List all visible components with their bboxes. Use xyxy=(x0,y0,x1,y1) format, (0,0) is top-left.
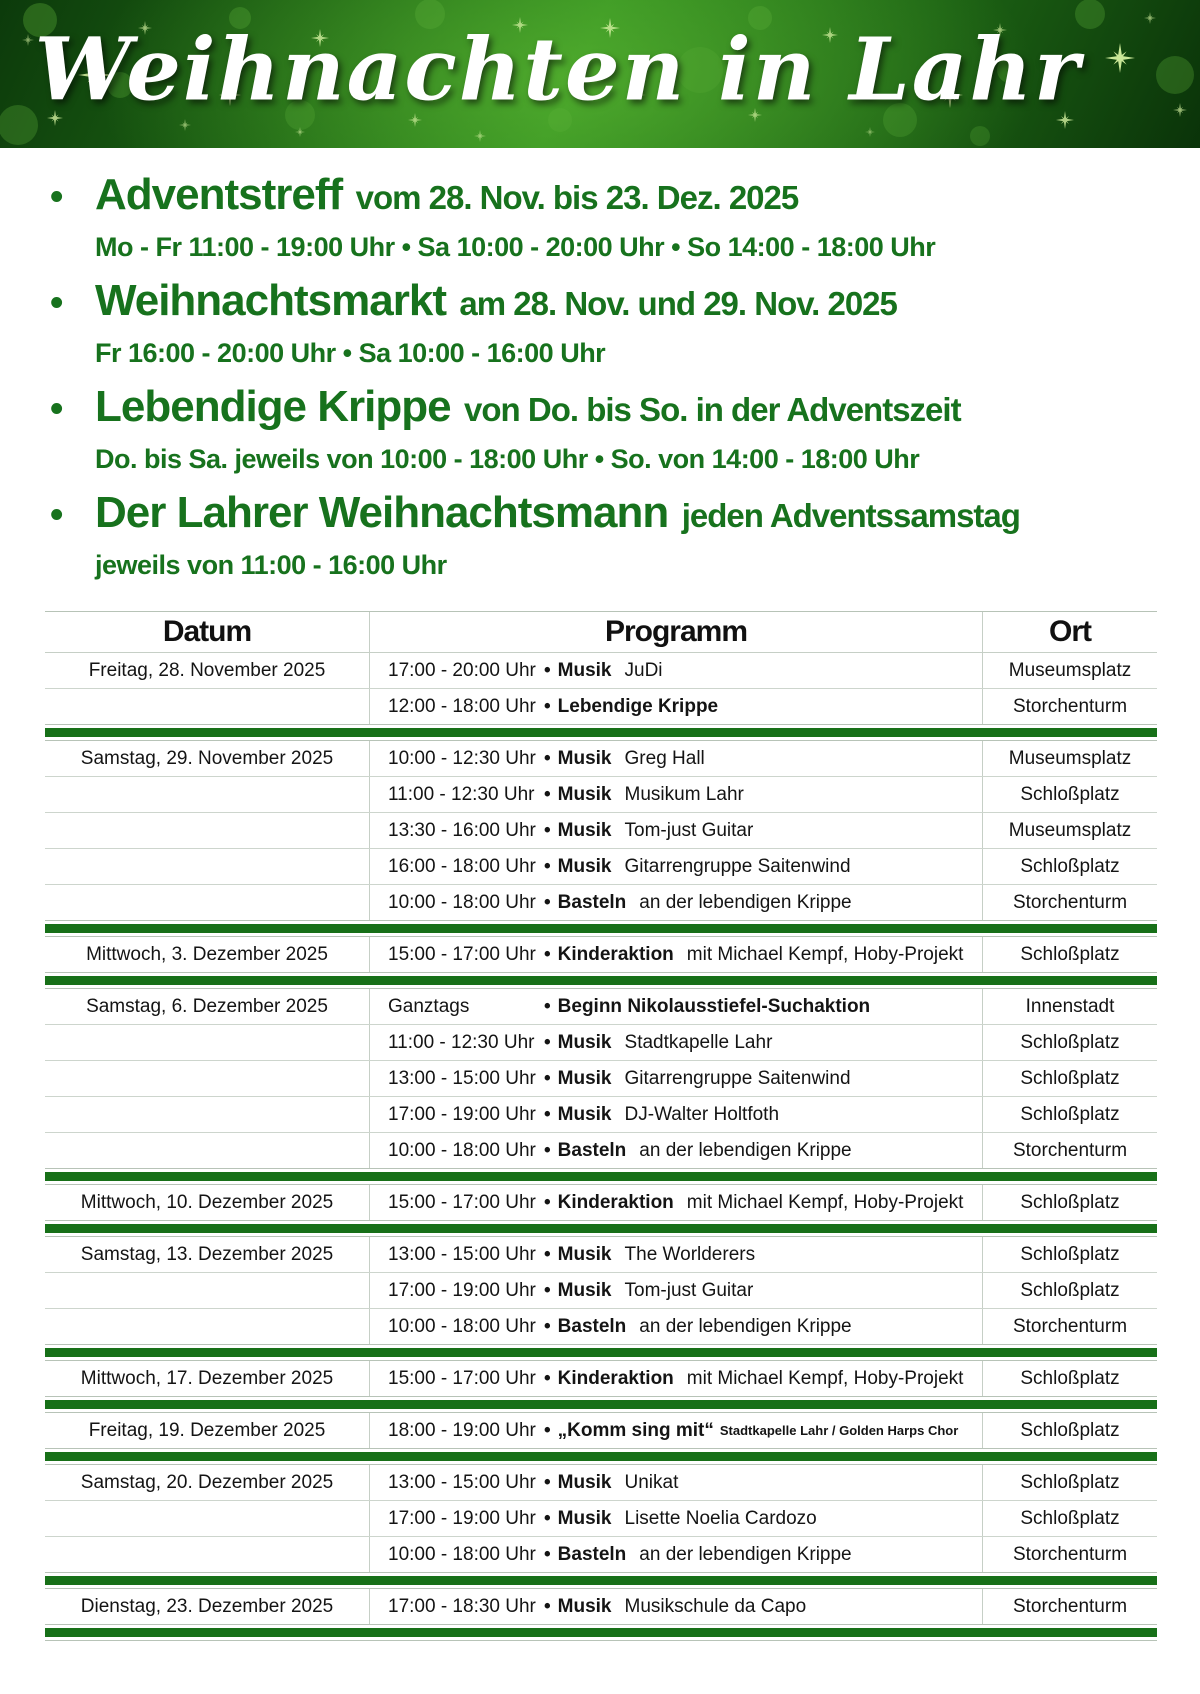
intro-heading xyxy=(95,488,1170,548)
column-header-programm: Programm xyxy=(370,612,983,652)
table-row xyxy=(45,1237,1157,1272)
table-row xyxy=(45,937,1157,972)
program-detail: The Worlderers xyxy=(624,1243,756,1265)
program-time: 17:00 - 19:00 Uhr xyxy=(388,1507,536,1529)
date-cell: Mittwoch, 17. Dezember 2025 xyxy=(45,1361,370,1396)
date-cell xyxy=(45,1273,370,1308)
bullet-icon: • xyxy=(544,695,551,717)
program-activity: Basteln xyxy=(557,1315,627,1337)
table-row xyxy=(45,1465,1157,1500)
intro-title: Adventstreff xyxy=(95,170,343,219)
program-cell xyxy=(370,1309,983,1344)
program-cell xyxy=(370,885,983,920)
group-separator xyxy=(45,1344,1157,1361)
program-cell xyxy=(370,1097,983,1132)
program-detail: an der lebendigen Krippe xyxy=(639,1543,852,1565)
program-time: Ganztags xyxy=(388,995,470,1017)
table-row xyxy=(45,1132,1157,1168)
program-time: 11:00 - 12:30 Uhr xyxy=(388,783,535,805)
group-separator xyxy=(45,1624,1157,1641)
bullet-icon: • xyxy=(544,891,551,913)
header-banner xyxy=(0,0,1200,148)
program-activity: Basteln xyxy=(557,891,627,913)
intro-times: Mo - Fr 11:00 - 19:00 Uhr • Sa 10:00 - 20:00 Uhr • So 14:00 - 18:00 Uhr xyxy=(95,232,936,262)
intro-list xyxy=(0,148,1200,581)
location-cell: Storchenturm xyxy=(1012,1315,1128,1337)
group-separator-bar xyxy=(45,1628,1157,1637)
date-cell xyxy=(45,849,370,884)
bullet-icon: • xyxy=(544,819,551,841)
program-detail: DJ-Walter Holtfoth xyxy=(624,1103,780,1125)
program-time: 17:00 - 19:00 Uhr xyxy=(388,1103,536,1125)
location-cell: Schloßplatz xyxy=(1020,855,1120,877)
bullet-icon: • xyxy=(544,659,551,681)
program-time: 10:00 - 18:00 Uhr xyxy=(388,1543,536,1565)
bullet-icon: • xyxy=(50,388,64,430)
date-cell xyxy=(45,689,370,724)
table-row xyxy=(45,1185,1157,1220)
bullet-icon: • xyxy=(544,1543,551,1565)
group-separator xyxy=(45,1572,1157,1589)
program-cell xyxy=(370,1133,983,1168)
program-activity: Musik xyxy=(557,819,612,841)
table-row xyxy=(45,1060,1157,1096)
intro-title: Der Lahrer Weihnachtsmann xyxy=(95,488,669,537)
location-cell: Museumsplatz xyxy=(1008,747,1132,769)
program-cell xyxy=(370,1025,983,1060)
bullet-icon: • xyxy=(544,1279,551,1301)
program-detail: Lisette Noelia Cardozo xyxy=(624,1507,817,1529)
program-cell xyxy=(370,989,983,1024)
program-detail: Musikum Lahr xyxy=(624,783,744,805)
table-row xyxy=(45,1536,1157,1572)
program-cell xyxy=(370,1537,983,1572)
location-cell: Schloßplatz xyxy=(1020,1419,1120,1441)
location-cell: Schloßplatz xyxy=(1020,783,1120,805)
intro-title: Weihnachtsmarkt xyxy=(95,276,446,325)
program-activity: Basteln xyxy=(557,1139,627,1161)
table-row xyxy=(45,1308,1157,1344)
program-activity: Kinderaktion xyxy=(557,1191,674,1213)
date-cell: Samstag, 20. Dezember 2025 xyxy=(45,1465,370,1500)
program-note: Stadtkapelle Lahr / Golden Harps Chor xyxy=(719,1423,959,1438)
program-cell xyxy=(370,1465,983,1500)
program-detail: Gitarrengruppe Saitenwind xyxy=(624,1067,851,1089)
program-time: 16:00 - 18:00 Uhr xyxy=(388,855,536,877)
bullet-icon: • xyxy=(50,282,64,324)
schedule-table xyxy=(45,611,1157,1641)
program-detail: Unikat xyxy=(624,1471,679,1493)
program-cell xyxy=(370,741,983,776)
group-separator-bar xyxy=(45,1224,1157,1233)
program-cell xyxy=(370,1413,983,1448)
location-cell: Schloßplatz xyxy=(1020,1103,1120,1125)
date-cell xyxy=(45,885,370,920)
location-cell: Storchenturm xyxy=(1012,1543,1128,1565)
program-time: 10:00 - 12:30 Uhr xyxy=(388,747,536,769)
date-cell xyxy=(45,1097,370,1132)
program-time: 13:00 - 15:00 Uhr xyxy=(388,1243,536,1265)
group-separator-bar xyxy=(45,1400,1157,1409)
table-row xyxy=(45,1096,1157,1132)
date-cell: Samstag, 29. November 2025 xyxy=(45,741,370,776)
location-cell: Storchenturm xyxy=(1012,695,1128,717)
bullet-icon: • xyxy=(544,1471,551,1493)
program-activity: Musik xyxy=(557,1507,612,1529)
program-detail: Musikschule da Capo xyxy=(624,1595,807,1617)
program-detail: Gitarrengruppe Saitenwind xyxy=(624,855,851,877)
sparkle-icon xyxy=(295,127,305,137)
table-row xyxy=(45,989,1157,1024)
table-row xyxy=(45,848,1157,884)
table-row xyxy=(45,1589,1157,1624)
program-time: 13:30 - 16:00 Uhr xyxy=(388,819,536,841)
program-time: 10:00 - 18:00 Uhr xyxy=(388,1139,536,1161)
bullet-icon: • xyxy=(544,995,551,1017)
program-cell xyxy=(370,1061,983,1096)
date-cell: Freitag, 19. Dezember 2025 xyxy=(45,1413,370,1448)
program-activity: Musik xyxy=(557,747,612,769)
program-cell xyxy=(370,1237,983,1272)
program-time: 18:00 - 19:00 Uhr xyxy=(388,1419,536,1441)
group-separator xyxy=(45,1448,1157,1465)
location-cell: Museumsplatz xyxy=(1008,659,1132,681)
bokeh-dot xyxy=(1156,56,1194,94)
intro-times: Fr 16:00 - 20:00 Uhr • Sa 10:00 - 16:00 Uhr xyxy=(95,338,606,368)
intro-item-weihnachtsmarkt xyxy=(0,276,1170,369)
program-detail: an der lebendigen Krippe xyxy=(639,1139,852,1161)
program-activity: Beginn Nikolausstiefel-Suchaktion xyxy=(557,995,871,1017)
schedule-body xyxy=(45,653,1157,1641)
intro-heading xyxy=(95,170,1170,230)
group-separator xyxy=(45,920,1157,937)
bullet-icon: • xyxy=(544,1103,551,1125)
program-detail: Greg Hall xyxy=(624,747,705,769)
group-separator xyxy=(45,972,1157,989)
date-cell: Samstag, 13. Dezember 2025 xyxy=(45,1237,370,1272)
program-detail: an der lebendigen Krippe xyxy=(639,1315,852,1337)
program-time: 13:00 - 15:00 Uhr xyxy=(388,1471,536,1493)
program-time: 13:00 - 15:00 Uhr xyxy=(388,1067,536,1089)
program-detail: mit Michael Kempf, Hoby-Projekt xyxy=(686,1367,964,1389)
location-cell: Schloßplatz xyxy=(1020,1031,1120,1053)
table-row xyxy=(45,1413,1157,1448)
bullet-icon: • xyxy=(544,1507,551,1529)
table-row xyxy=(45,812,1157,848)
program-activity: Musik xyxy=(557,1031,612,1053)
bullet-icon: • xyxy=(544,1315,551,1337)
location-cell: Storchenturm xyxy=(1012,1139,1128,1161)
program-activity: Musik xyxy=(557,659,612,681)
date-cell xyxy=(45,1537,370,1572)
group-separator xyxy=(45,1220,1157,1237)
date-cell xyxy=(45,1133,370,1168)
location-cell: Schloßplatz xyxy=(1020,1067,1120,1089)
sparkle-icon xyxy=(179,119,191,131)
program-cell xyxy=(370,1185,983,1220)
program-activity: Musik xyxy=(557,1279,612,1301)
location-cell: Schloßplatz xyxy=(1020,1367,1120,1389)
program-time: 15:00 - 17:00 Uhr xyxy=(388,1367,536,1389)
program-cell xyxy=(370,849,983,884)
program-cell xyxy=(370,1589,983,1624)
group-separator-bar xyxy=(45,1576,1157,1585)
intro-heading xyxy=(95,382,1170,442)
page-title: Weihnachten in Lahr xyxy=(34,19,1082,121)
table-row xyxy=(45,1024,1157,1060)
date-cell: Dienstag, 23. Dezember 2025 xyxy=(45,1589,370,1624)
program-cell xyxy=(370,937,983,972)
program-activity: Musik xyxy=(557,1103,612,1125)
intro-subtitle: am 28. Nov. und 29. Nov. 2025 xyxy=(459,285,897,322)
intro-times: jeweils von 11:00 - 16:00 Uhr xyxy=(95,550,447,580)
table-row xyxy=(45,1361,1157,1396)
program-cell xyxy=(370,689,983,724)
program-cell xyxy=(370,777,983,812)
bullet-icon: • xyxy=(544,1419,551,1441)
program-time: 17:00 - 19:00 Uhr xyxy=(388,1279,536,1301)
location-cell: Schloßplatz xyxy=(1020,1507,1120,1529)
intro-title: Lebendige Krippe xyxy=(95,382,451,431)
table-row xyxy=(45,884,1157,920)
program-detail: JuDi xyxy=(624,659,663,681)
intro-times: Do. bis Sa. jeweils von 10:00 - 18:00 Uhr • So. von 14:00 - 18:00 Uhr xyxy=(95,444,920,474)
bullet-icon: • xyxy=(544,1067,551,1089)
intro-item-weihnachtsmann xyxy=(0,488,1170,581)
program-activity: Kinderaktion xyxy=(557,1367,674,1389)
program-activity: Kinderaktion xyxy=(557,943,674,965)
bullet-icon: • xyxy=(50,176,64,218)
program-activity: Musik xyxy=(557,1471,612,1493)
date-cell: Freitag, 28. November 2025 xyxy=(45,653,370,688)
table-row xyxy=(45,1272,1157,1308)
intro-item-adventstreff xyxy=(0,170,1170,263)
intro-heading xyxy=(95,276,1170,336)
program-time: 17:00 - 18:30 Uhr xyxy=(388,1595,536,1617)
schedule-header-row xyxy=(45,612,1157,653)
date-cell xyxy=(45,1501,370,1536)
program-cell xyxy=(370,1501,983,1536)
intro-subtitle: vom 28. Nov. bis 23. Dez. 2025 xyxy=(355,179,799,216)
program-time: 15:00 - 17:00 Uhr xyxy=(388,1191,536,1213)
bullet-icon: • xyxy=(544,1367,551,1389)
bullet-icon: • xyxy=(544,1031,551,1053)
bullet-icon: • xyxy=(544,1243,551,1265)
program-time: 15:00 - 17:00 Uhr xyxy=(388,943,536,965)
group-separator-bar xyxy=(45,1172,1157,1181)
bullet-icon: • xyxy=(544,1595,551,1617)
bullet-icon: • xyxy=(544,943,551,965)
location-cell: Storchenturm xyxy=(1012,1595,1128,1617)
sparkle-icon xyxy=(865,127,875,137)
bokeh-dot xyxy=(970,126,990,146)
program-activity: Basteln xyxy=(557,1543,627,1565)
table-row xyxy=(45,776,1157,812)
bullet-icon: • xyxy=(50,494,64,536)
date-cell: Mittwoch, 10. Dezember 2025 xyxy=(45,1185,370,1220)
sparkle-icon xyxy=(474,130,486,142)
location-cell: Schloßplatz xyxy=(1020,1279,1120,1301)
program-cell xyxy=(370,1361,983,1396)
program-activity: Musik xyxy=(557,1243,612,1265)
group-separator-bar xyxy=(45,976,1157,985)
bullet-icon: • xyxy=(544,855,551,877)
date-cell xyxy=(45,1025,370,1060)
location-cell: Museumsplatz xyxy=(1008,819,1132,841)
table-row xyxy=(45,741,1157,776)
program-cell xyxy=(370,813,983,848)
sparkle-icon xyxy=(1173,103,1187,117)
column-header-datum: Datum xyxy=(45,612,370,652)
date-cell xyxy=(45,1309,370,1344)
program-detail: an der lebendigen Krippe xyxy=(639,891,852,913)
program-activity: Musik xyxy=(557,1595,612,1617)
intro-subtitle: von Do. bis So. in der Adventszeit xyxy=(464,391,961,428)
column-header-ort: Ort xyxy=(1049,615,1091,648)
date-cell xyxy=(45,813,370,848)
location-cell: Schloßplatz xyxy=(1020,1243,1120,1265)
bullet-icon: • xyxy=(544,1139,551,1161)
program-detail: mit Michael Kempf, Hoby-Projekt xyxy=(686,1191,964,1213)
program-time: 11:00 - 12:30 Uhr xyxy=(388,1031,535,1053)
bullet-icon: • xyxy=(544,1191,551,1213)
program-time: 12:00 - 18:00 Uhr xyxy=(388,695,536,717)
date-cell xyxy=(45,1061,370,1096)
table-row xyxy=(45,653,1157,688)
table-row xyxy=(45,1500,1157,1536)
intro-item-lebendige-krippe xyxy=(0,382,1170,475)
location-cell: Schloßplatz xyxy=(1020,1191,1120,1213)
program-detail: mit Michael Kempf, Hoby-Projekt xyxy=(686,943,964,965)
intro-subtitle: jeden Adventssamstag xyxy=(681,497,1020,534)
group-separator xyxy=(45,724,1157,741)
program-detail: Stadtkapelle Lahr xyxy=(624,1031,773,1053)
group-separator-bar xyxy=(45,728,1157,737)
group-separator xyxy=(45,1168,1157,1185)
program-time: 17:00 - 20:00 Uhr xyxy=(388,659,536,681)
group-separator-bar xyxy=(45,924,1157,933)
program-activity: Musik xyxy=(557,855,612,877)
group-separator-bar xyxy=(45,1452,1157,1461)
program-detail: Tom-just Guitar xyxy=(624,819,754,841)
program-detail: Tom-just Guitar xyxy=(624,1279,754,1301)
program-time: 10:00 - 18:00 Uhr xyxy=(388,1315,536,1337)
date-cell: Mittwoch, 3. Dezember 2025 xyxy=(45,937,370,972)
program-time: 10:00 - 18:00 Uhr xyxy=(388,891,536,913)
program-cell xyxy=(370,1273,983,1308)
program-activity: „Komm sing mit“ xyxy=(557,1419,714,1441)
bullet-icon: • xyxy=(544,783,551,805)
program-cell xyxy=(370,653,983,688)
location-cell: Schloßplatz xyxy=(1020,1471,1120,1493)
program-activity: Lebendige Krippe xyxy=(557,695,719,717)
program-activity: Musik xyxy=(557,1067,612,1089)
location-cell: Storchenturm xyxy=(1012,891,1128,913)
program-activity: Musik xyxy=(557,783,612,805)
location-cell: Innenstadt xyxy=(1025,995,1115,1017)
group-separator-bar xyxy=(45,1348,1157,1357)
date-cell xyxy=(45,777,370,812)
table-row xyxy=(45,688,1157,724)
bullet-icon: • xyxy=(544,747,551,769)
group-separator xyxy=(45,1396,1157,1413)
date-cell: Samstag, 6. Dezember 2025 xyxy=(45,989,370,1024)
location-cell: Schloßplatz xyxy=(1020,943,1120,965)
